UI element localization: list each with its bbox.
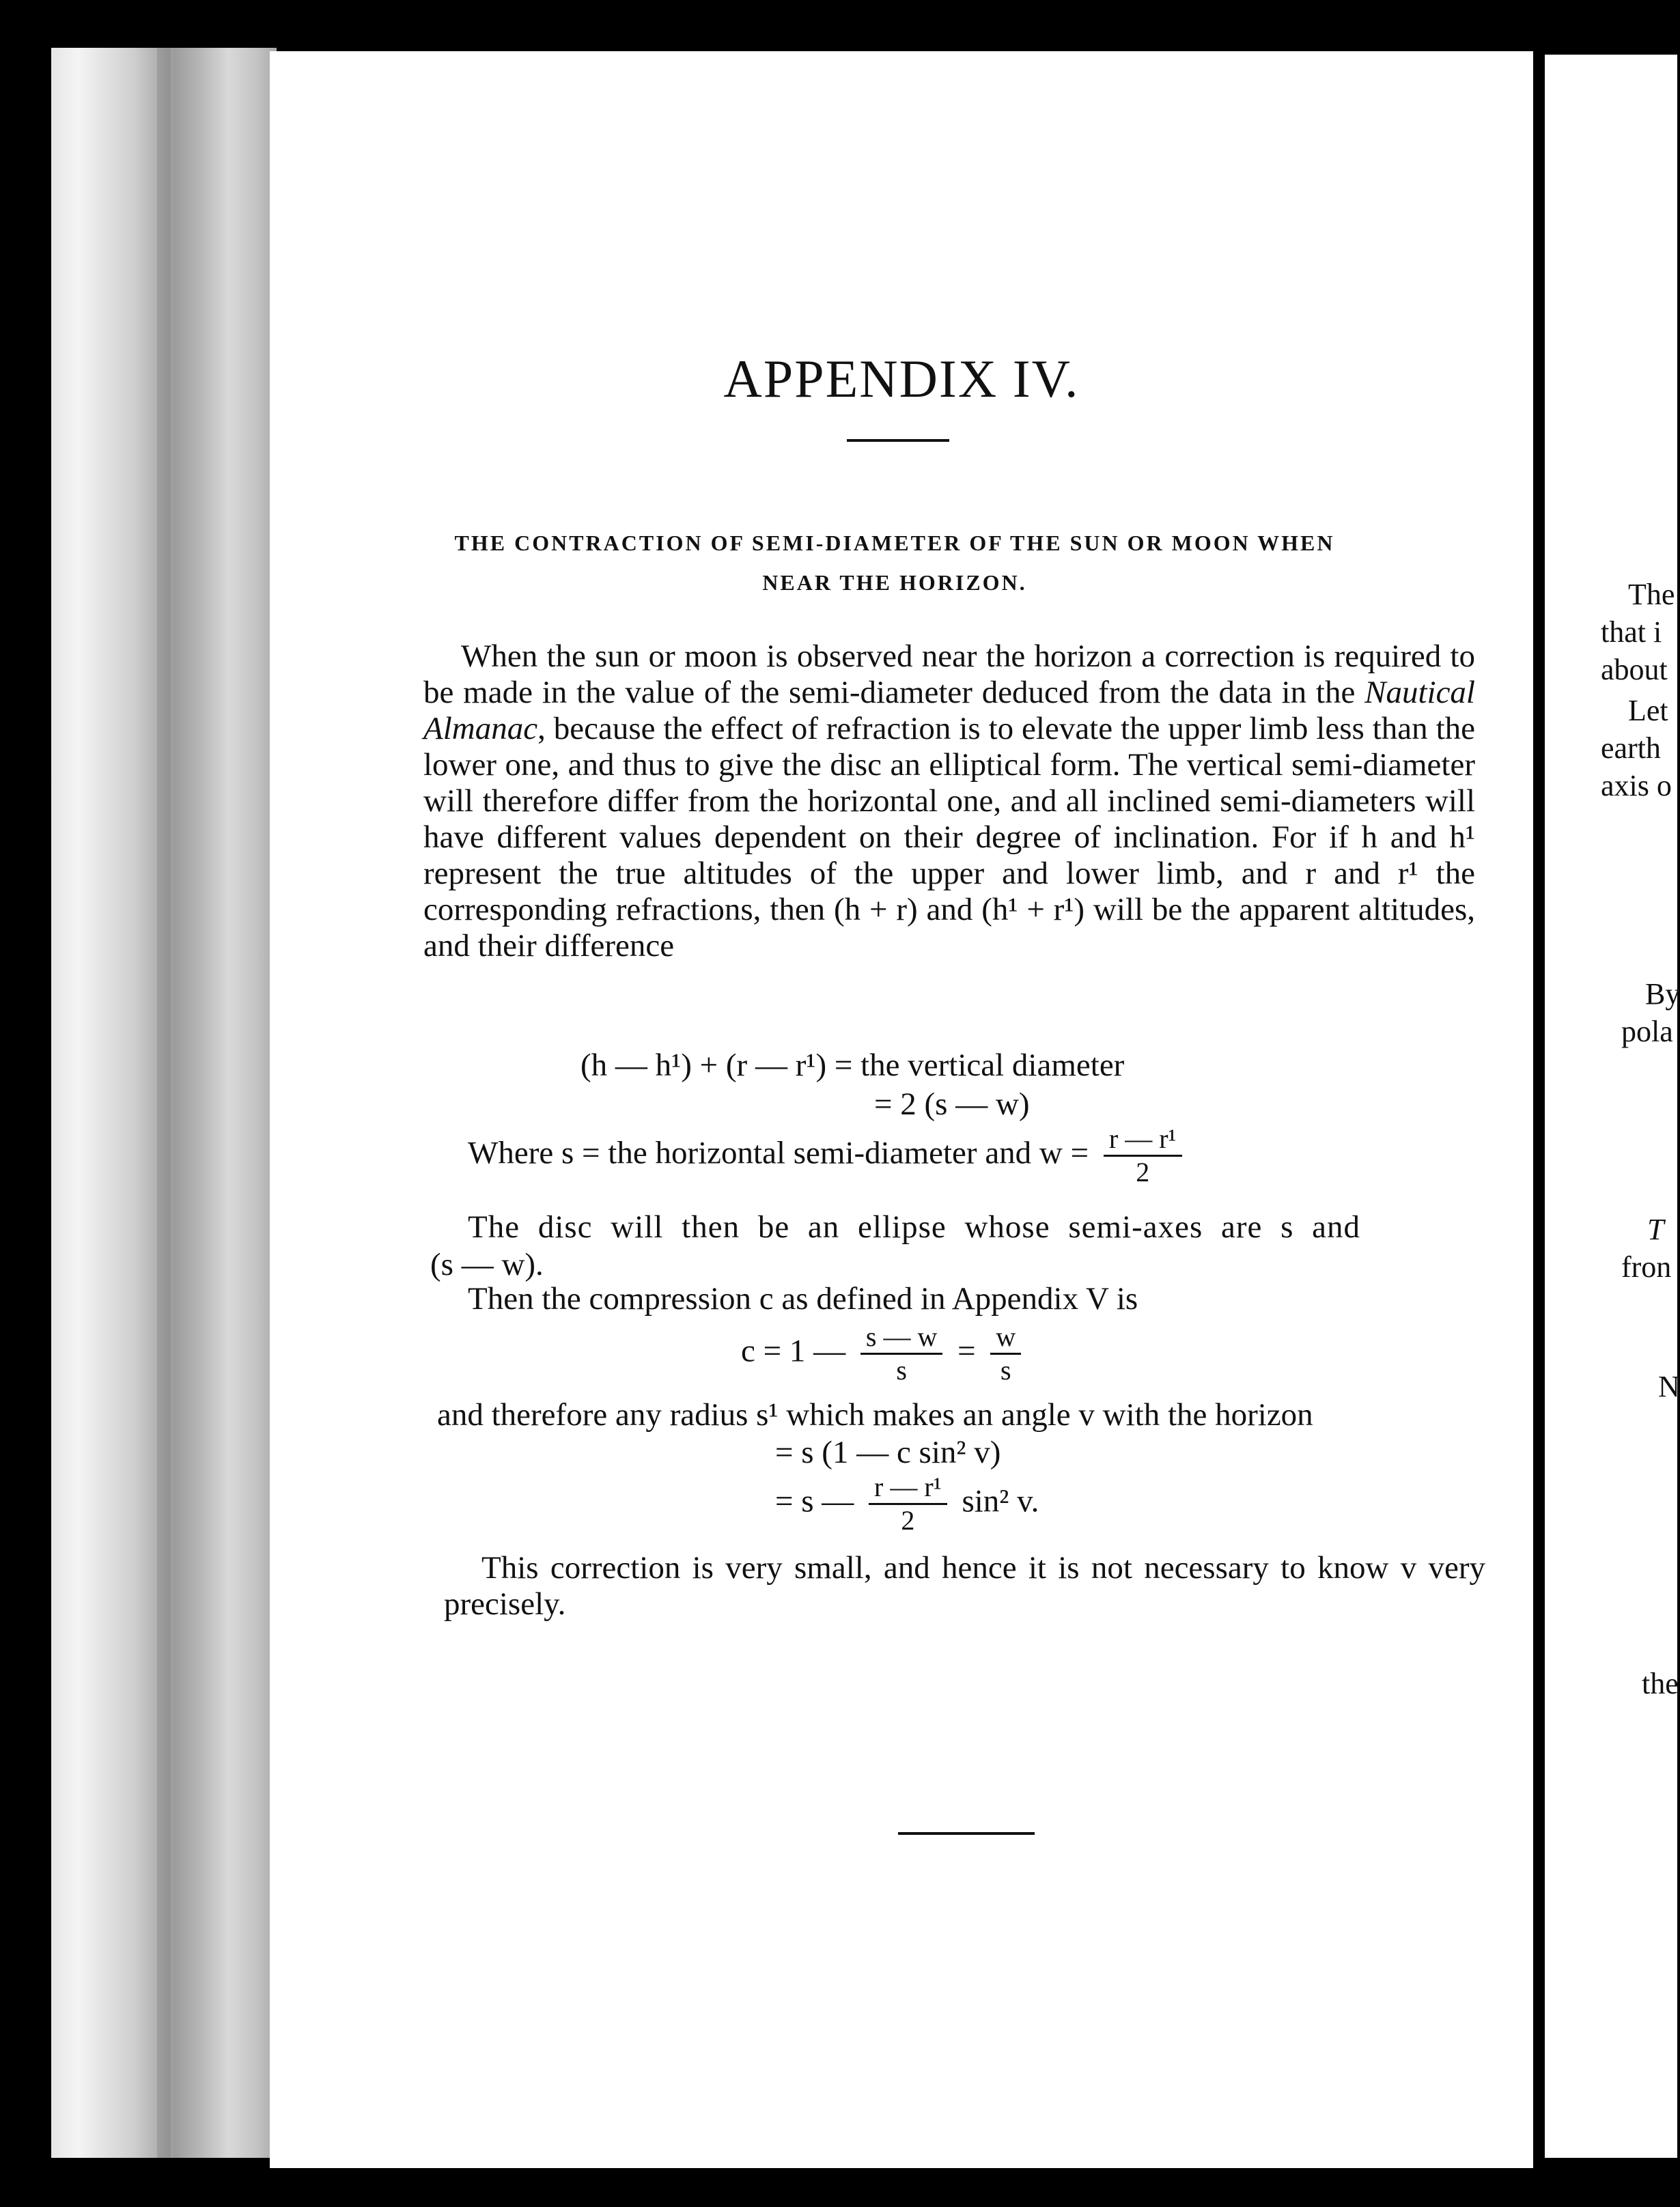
closing-text: This correction is very small, and hence it is not necessary to know v very precisely. (444, 1550, 1485, 1622)
compression-fraction-2-numerator: w (996, 1321, 1016, 1352)
adjacent-line-9: T (1647, 1213, 1664, 1246)
radius-line: and therefore any radius s¹ which makes an angle v with the horizon (437, 1397, 1313, 1433)
w-fraction (1104, 1123, 1182, 1188)
adjacent-line-8: pola (1621, 1015, 1673, 1048)
adjacent-line-5: earth (1601, 731, 1661, 765)
end-rule (898, 1832, 1035, 1835)
adjacent-page (1545, 55, 1680, 2158)
adjacent-line-12: the (1642, 1667, 1679, 1700)
equation-vertical-diameter-2: = 2 (s — w) (874, 1086, 1030, 1122)
radius-fraction (869, 1472, 947, 1536)
ellipse-line-cont: (s — w). (430, 1247, 544, 1282)
radius-equation-1: = s (1 — c sin² v) (775, 1435, 1001, 1470)
compression-equals: = (957, 1333, 976, 1369)
compression-fraction-1-denominator: s (896, 1355, 907, 1386)
compression-lhs: c = 1 — (741, 1333, 846, 1369)
radius-fraction-denominator: 2 (901, 1505, 915, 1536)
section-subtitle-line1: THE CONTRACTION OF SEMI-DIAMETER OF THE SUN OR MOON WHEN (454, 531, 1335, 555)
equation-vertical-diameter: (h — h¹) + (r — r¹) = the vertical diameter (580, 1048, 1125, 1083)
adjacent-line-7: By (1645, 977, 1680, 1011)
adjacent-line-4: Let (1628, 694, 1668, 727)
adjacent-line-3: about (1601, 653, 1668, 686)
book-page (270, 51, 1533, 2168)
radius-eq2-lhs: = s — (775, 1483, 854, 1519)
page-title: APPENDIX IV. (723, 349, 1080, 408)
adjacent-line-1: The (1628, 578, 1675, 611)
spine-shadow (157, 48, 171, 2158)
adjacent-line-6: axis o (1601, 769, 1672, 802)
intro-text: When the sun or moon is observed near the horizon a correction is required to be made in the value of the semi-diameter deduced from the data in the (423, 638, 1475, 710)
adjacent-line-10: fron (1621, 1250, 1672, 1284)
almanac-title: Nautical Almanac (423, 675, 1475, 746)
radius-equation-2 (775, 1472, 1039, 1536)
title-rule (847, 439, 949, 442)
where-line (468, 1123, 1189, 1188)
adjacent-line-2: that i (1601, 615, 1662, 649)
radius-fraction-numerator: r — r¹ (874, 1472, 942, 1502)
w-fraction-denominator: 2 (1136, 1157, 1150, 1187)
compression-fraction-2-denominator: s (1000, 1355, 1011, 1386)
body-paragraph (423, 638, 1475, 964)
compression-fraction-1 (860, 1321, 942, 1386)
compression-equation (741, 1321, 1028, 1386)
section-subtitle-line2: NEAR THE HORIZON. (762, 570, 1027, 595)
adjacent-line-11: N (1658, 1370, 1680, 1403)
intro-text-cont: , because the effect of refraction is to elevate the upper limb less than the lower one, and thus to give the disc an elliptical form. The vertical semi-diameter will therefore differ from the horizontal one, and all inclined semi-diameters will have different values dependent on their degree of inclination. For if h and h¹ represent the true altitudes of the upper and lower limb, and r and r¹ the corresponding refractions, then (h + r) and (h¹ + r¹) will be the apparent altitudes, and their difference (423, 711, 1475, 964)
radius-eq2-rhs: sin² v. (962, 1483, 1039, 1519)
compression-fraction-2 (990, 1321, 1021, 1386)
closing-paragraph (444, 1550, 1485, 1622)
ellipse-line: The disc will then be an ellipse whose semi-axes are s and (468, 1209, 1361, 1245)
w-fraction-numerator: r — r¹ (1108, 1123, 1177, 1154)
compression-line: Then the compression c as defined in Appendix V is (468, 1281, 1138, 1317)
compression-fraction-1-numerator: s — w (865, 1321, 938, 1352)
where-text: Where s = the horizontal semi-diameter and w = (468, 1135, 1089, 1171)
